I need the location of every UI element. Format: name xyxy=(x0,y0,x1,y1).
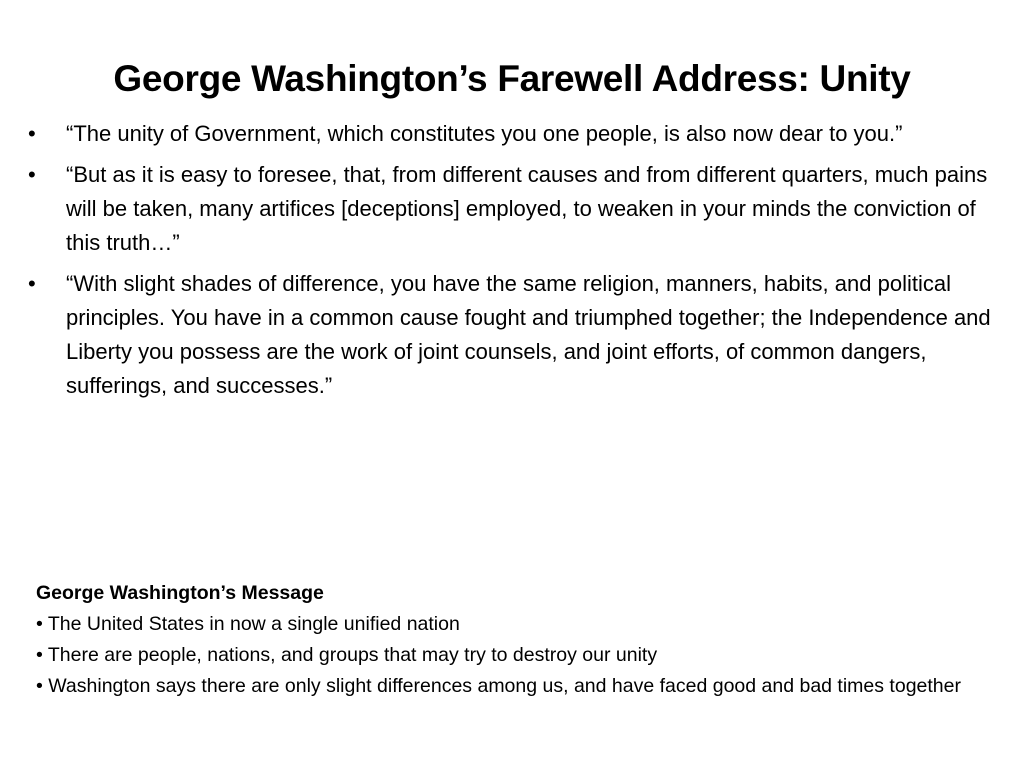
quote-list xyxy=(28,117,1008,410)
quote-item xyxy=(28,267,1008,403)
bullet-icon: • xyxy=(28,271,36,296)
bullet-icon: • xyxy=(28,162,36,187)
slide-title: George Washington’s Farewell Address: Unity xyxy=(113,58,911,99)
quote-text: “The unity of Government, which constitutes you one people, is also now dear to you.” xyxy=(66,121,903,146)
quote-item xyxy=(28,158,1008,260)
quote-text: “With slight shades of difference, you have the same religion, manners, habits, and political principles. You have in a common cause fought and triumphed together; the Independence and Liberty you possess are the work of joint counsels, and joint efforts, of common dangers, sufferings, and successes.” xyxy=(66,271,991,398)
summary-item: • Washington says there are only slight differences among us, and have faced good and bad times together xyxy=(36,675,961,697)
quote-text: “But as it is easy to foresee, that, from different causes and from different quarters, much pains will be taken, many artifices [deceptions] employed, to weaken in your minds the conviction of this truth…” xyxy=(66,162,988,255)
summary-item: • There are people, nations, and groups that may try to destroy our unity xyxy=(36,644,658,666)
bullet-icon: • xyxy=(28,121,36,146)
quote-item xyxy=(28,117,1008,151)
summary-item: • The United States in now a single unified nation xyxy=(36,613,460,635)
message-summary xyxy=(36,578,996,702)
summary-list xyxy=(36,609,996,702)
summary-heading: George Washington’s Message xyxy=(36,582,324,604)
